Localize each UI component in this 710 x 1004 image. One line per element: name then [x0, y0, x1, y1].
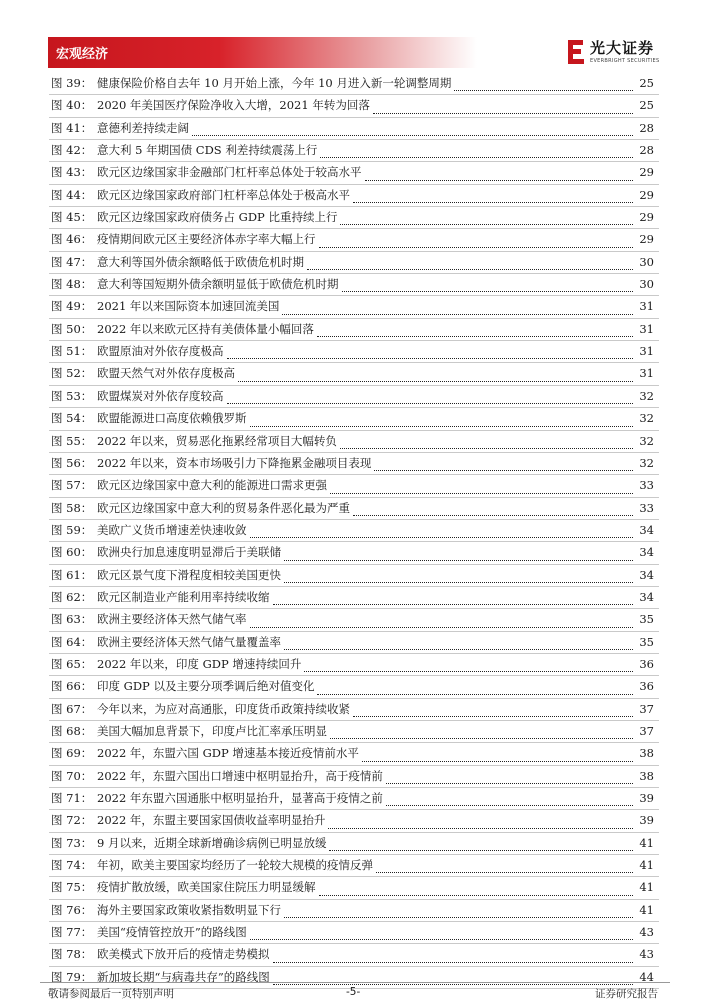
toc-dot-leader	[192, 135, 633, 136]
toc-figure-title[interactable]: 2020 年美国医疗保险净收入大增，2021 年转为回落	[97, 98, 370, 113]
toc-dot-leader	[340, 448, 633, 449]
toc-figure-number: 图 47：	[51, 254, 93, 269]
toc-figure-number: 图 64：	[51, 634, 93, 649]
footer-report-type: 证券研究报告	[595, 988, 658, 1000]
toc-figure-title[interactable]: 年初，欧美主要国家均经历了一轮较大规模的疫情反弹	[97, 858, 373, 873]
toc-figure-number: 图 61：	[51, 567, 93, 582]
toc-figure-number: 图 71：	[51, 791, 93, 805]
toc-row[interactable]	[49, 185, 659, 207]
toc-figure-title[interactable]: 意大利等国短期外债余额明显低于欧债危机时期	[97, 277, 339, 292]
toc-figure-number: 图 42：	[51, 143, 93, 158]
toc-page-number[interactable]: 31	[639, 321, 654, 336]
toc-figure-number: 图 41：	[51, 120, 93, 135]
toc-page-number[interactable]: 29	[639, 165, 654, 180]
toc-row[interactable]	[49, 73, 659, 95]
toc-figure-number: 图 58：	[51, 500, 93, 515]
toc-row[interactable]	[49, 676, 659, 698]
toc-dot-leader	[362, 761, 633, 762]
toc-figure-number: 图 44：	[51, 187, 93, 202]
toc-page-number[interactable]: 41	[639, 858, 654, 873]
toc-page-number[interactable]: 31	[639, 299, 654, 314]
footer-divider	[40, 982, 670, 983]
toc-figure-title[interactable]: 印度 GDP 以及主要分项季调后绝对值变化	[97, 679, 315, 694]
toc-page-number[interactable]: 41	[639, 880, 654, 895]
toc-page-number[interactable]: 43	[639, 925, 654, 940]
toc-figure-title[interactable]: 2022 年东盟六国通胀中枢明显抬升，显著高于疫情之前	[97, 791, 383, 805]
toc-dot-leader	[386, 805, 633, 806]
toc-row[interactable]	[49, 721, 659, 743]
toc-row[interactable]	[49, 565, 659, 587]
toc-row[interactable]	[49, 766, 659, 788]
toc-dot-leader	[376, 872, 633, 873]
toc-row[interactable]	[49, 95, 659, 117]
toc-dot-leader	[328, 828, 633, 829]
page-number: -5-	[346, 986, 361, 998]
toc-figure-title[interactable]: 2022 年，东盟主要国家国债收益率明显抬升	[97, 813, 326, 828]
toc-figure-number: 图 73：	[51, 835, 93, 850]
toc-page-number[interactable]: 34	[639, 567, 654, 582]
toc-figure-title[interactable]: 2022 年以来欧元区持有美债体量小幅回落	[97, 321, 314, 336]
toc-figure-number: 图 69：	[51, 746, 93, 761]
toc-page-number[interactable]: 31	[639, 344, 654, 359]
toc-dot-leader	[340, 224, 633, 225]
toc-dot-leader	[342, 291, 633, 292]
toc-figure-title[interactable]: 2022 年，东盟六国 GDP 增速基本接近疫情前水平	[97, 746, 359, 761]
logo-english-text: EVERBRIGHT SECURITIES	[590, 58, 660, 64]
toc-dot-leader	[282, 314, 633, 315]
toc-page-number[interactable]: 31	[639, 366, 654, 381]
toc-page-number[interactable]: 44	[639, 969, 654, 984]
toc-figure-number: 图 40：	[51, 98, 93, 113]
toc-figure-title[interactable]: 欧元区制造业产能利用率持续收缩	[97, 589, 270, 604]
toc-dot-leader	[317, 336, 633, 337]
toc-page-number[interactable]: 30	[639, 277, 654, 292]
toc-row[interactable]	[49, 363, 659, 385]
toc-figure-title[interactable]: 欧盟能源进口高度依赖俄罗斯	[97, 411, 247, 426]
toc-figure-title[interactable]: 海外主要国家政策收紧指数明显下行	[97, 902, 281, 917]
toc-row[interactable]	[49, 118, 659, 140]
toc-dot-leader	[307, 269, 633, 270]
toc-figure-title[interactable]: 欧元区边缘国家政府债务占 GDP 比重持续上行	[97, 210, 338, 225]
toc-figure-number: 图 79：	[51, 969, 93, 984]
toc-page-number[interactable]: 29	[639, 187, 654, 202]
toc-figure-number: 图 59：	[51, 522, 93, 537]
toc-row[interactable]	[49, 855, 659, 877]
toc-figure-title[interactable]: 今年以来，为应对高通胀，印度货币政策持续收紧	[97, 701, 350, 716]
section-title: 宏观经济	[56, 47, 109, 62]
toc-figure-number: 图 49：	[51, 299, 93, 314]
toc-figure-title[interactable]: 欧洲主要经济体天然气储气率	[97, 612, 247, 627]
toc-figure-title[interactable]: 意大利 5 年期国债 CDS 利差持续震荡上行	[97, 143, 318, 158]
toc-figure-title[interactable]: 2022 年以来，印度 GDP 增速持续回升	[97, 656, 302, 671]
toc-figure-title[interactable]: 欧盟天然气对外依存度极高	[97, 366, 235, 381]
toc-page-number[interactable]: 39	[639, 791, 654, 805]
toc-dot-leader	[250, 939, 633, 940]
toc-figure-title[interactable]: 欧美模式下放开后的疫情走势模拟	[97, 947, 270, 962]
toc-row[interactable]	[49, 944, 659, 966]
toc-row[interactable]	[49, 810, 659, 832]
toc-page-number[interactable]: 43	[639, 947, 654, 962]
toc-page-number[interactable]: 34	[639, 589, 654, 604]
toc-figure-title[interactable]: 2022 年以来，资本市场吸引力下降拖累金融项目表现	[97, 455, 372, 470]
figure-index-list	[49, 73, 659, 989]
toc-row[interactable]	[49, 900, 659, 922]
toc-page-number[interactable]: 28	[639, 120, 654, 135]
toc-figure-title[interactable]: 欧盟煤炭对外依存度较高	[97, 388, 224, 403]
toc-row[interactable]	[49, 319, 659, 341]
toc-dot-leader	[353, 515, 633, 516]
toc-page-number[interactable]: 35	[639, 612, 654, 627]
toc-page-number[interactable]: 39	[639, 813, 654, 828]
toc-figure-title[interactable]: 欧元区边缘国家中意大利的能源进口需求更强	[97, 478, 327, 493]
toc-dot-leader	[329, 850, 633, 851]
toc-dot-leader	[284, 582, 633, 583]
toc-page-number[interactable]: 25	[639, 98, 654, 113]
toc-row[interactable]	[49, 252, 659, 274]
toc-dot-leader	[386, 783, 633, 784]
toc-figure-title[interactable]: 欧元区景气度下滑程度相较美国更快	[97, 567, 281, 582]
toc-dot-leader	[273, 984, 633, 985]
toc-page-number[interactable]: 38	[639, 746, 654, 761]
toc-figure-number: 图 45：	[51, 210, 93, 225]
toc-figure-title[interactable]: 欧元区边缘国家政府部门杠杆率总体处于极高水平	[97, 187, 350, 202]
toc-dot-leader	[284, 917, 633, 918]
toc-figure-number: 图 63：	[51, 612, 93, 627]
toc-figure-number: 图 39：	[51, 76, 93, 90]
toc-row[interactable]	[49, 833, 659, 855]
toc-row[interactable]	[49, 788, 659, 810]
toc-figure-title[interactable]: 欧洲央行加息速度明显滞后于美联储	[97, 545, 281, 560]
toc-figure-title[interactable]: 健康保险价格自去年 10 月开始上涨，今年 10 月进入新一轮调整周期	[97, 76, 452, 90]
toc-figure-number: 图 68：	[51, 723, 93, 738]
toc-figure-title[interactable]: 疫情扩散放缓，欧美国家住院压力明显缓解	[97, 880, 316, 895]
toc-page-number[interactable]: 25	[639, 76, 654, 90]
toc-figure-number: 图 65：	[51, 656, 93, 671]
toc-page-number[interactable]: 37	[639, 701, 654, 716]
toc-page-number[interactable]: 35	[639, 634, 654, 649]
everbright-logo-icon	[565, 38, 587, 66]
toc-figure-title[interactable]: 新加坡长期“与病毒共存”的路线图	[97, 969, 270, 984]
toc-figure-title[interactable]: 欧盟原油对外依存度极高	[97, 344, 224, 359]
toc-page-number[interactable]: 37	[639, 723, 654, 738]
toc-figure-number: 图 57：	[51, 478, 93, 493]
toc-page-number[interactable]: 29	[639, 232, 654, 247]
toc-figure-number: 图 75：	[51, 880, 93, 895]
toc-figure-title[interactable]: 美国“疫情管控放开”的路线图	[97, 925, 247, 940]
toc-row[interactable]	[49, 475, 659, 497]
toc-dot-leader	[273, 962, 633, 963]
toc-dot-leader	[319, 247, 633, 248]
toc-figure-number: 图 46：	[51, 232, 93, 247]
toc-row[interactable]	[49, 431, 659, 453]
toc-figure-title[interactable]: 欧元区边缘国家中意大利的贸易条件恶化最为严重	[97, 500, 350, 515]
toc-dot-leader	[319, 895, 633, 896]
toc-page-number[interactable]: 34	[639, 522, 654, 537]
toc-dot-leader	[250, 627, 633, 628]
toc-figure-title[interactable]: 9 月以来，近期全球新增确诊病例已明显放缓	[97, 835, 327, 850]
toc-row[interactable]	[49, 207, 659, 229]
toc-page-number[interactable]: 30	[639, 254, 654, 269]
toc-figure-number: 图 48：	[51, 277, 93, 292]
toc-row[interactable]	[49, 654, 659, 676]
toc-dot-leader	[330, 738, 633, 739]
toc-dot-leader	[330, 493, 633, 494]
toc-dot-leader	[304, 671, 633, 672]
toc-figure-title[interactable]: 2022 年，东盟六国出口增速中枢明显抬升，高于疫情前	[97, 768, 383, 783]
toc-page-number[interactable]: 41	[639, 835, 654, 850]
toc-row[interactable]	[49, 408, 659, 430]
toc-dot-leader	[454, 90, 633, 91]
toc-page-number[interactable]: 36	[639, 656, 654, 671]
toc-dot-leader	[365, 180, 633, 181]
toc-figure-number: 图 66：	[51, 679, 93, 694]
toc-row[interactable]	[49, 922, 659, 944]
section-header-bar	[48, 37, 477, 68]
company-logo	[565, 36, 665, 70]
toc-figure-number: 图 62：	[51, 589, 93, 604]
toc-dot-leader	[250, 426, 633, 427]
toc-figure-title[interactable]: 疫情期间欧元区主要经济体赤字率大幅上行	[97, 232, 316, 247]
toc-row[interactable]	[49, 229, 659, 251]
toc-page-number[interactable]: 32	[639, 433, 654, 448]
toc-dot-leader	[250, 537, 633, 538]
toc-page-number[interactable]: 32	[639, 388, 654, 403]
toc-dot-leader	[320, 157, 633, 158]
toc-page-number[interactable]: 32	[639, 411, 654, 426]
toc-row[interactable]	[49, 453, 659, 475]
toc-figure-number: 图 78：	[51, 947, 93, 962]
footer-disclaimer: 敬请参阅最后一页特别声明	[48, 988, 174, 1000]
toc-page-number[interactable]: 32	[639, 455, 654, 470]
toc-figure-number: 图 77：	[51, 925, 93, 940]
toc-row[interactable]	[49, 542, 659, 564]
toc-row[interactable]	[49, 162, 659, 184]
toc-row[interactable]	[49, 609, 659, 631]
toc-figure-number: 图 56：	[51, 455, 93, 470]
toc-page-number[interactable]: 28	[639, 143, 654, 158]
toc-page-number[interactable]: 41	[639, 902, 654, 917]
toc-figure-number: 图 53：	[51, 388, 93, 403]
toc-figure-title[interactable]: 意大利等国外债余额略低于欧债危机时期	[97, 254, 304, 269]
toc-figure-title[interactable]: 2022 年以来，贸易恶化拖累经常项目大幅转负	[97, 433, 337, 448]
toc-dot-leader	[227, 403, 633, 404]
toc-dot-leader	[284, 649, 633, 650]
toc-figure-number: 图 43：	[51, 165, 93, 180]
toc-row[interactable]	[49, 877, 659, 899]
toc-page-number[interactable]: 33	[639, 478, 654, 493]
toc-row[interactable]	[49, 341, 659, 363]
toc-figure-title[interactable]: 欧洲主要经济体天然气储气量覆盖率	[97, 634, 281, 649]
toc-figure-number: 图 55：	[51, 433, 93, 448]
toc-dot-leader	[284, 560, 633, 561]
toc-figure-title[interactable]: 美欧广义货币增速差快速收敛	[97, 522, 247, 537]
logo-chinese-text: 光大证券	[590, 39, 655, 57]
toc-row[interactable]	[49, 520, 659, 542]
toc-page-number[interactable]: 33	[639, 500, 654, 515]
toc-dot-leader	[353, 716, 633, 717]
toc-dot-leader	[238, 381, 633, 382]
toc-figure-number: 图 74：	[51, 858, 93, 873]
toc-row[interactable]	[49, 743, 659, 765]
toc-dot-leader	[374, 470, 633, 471]
toc-row[interactable]	[49, 296, 659, 318]
toc-dot-leader	[317, 694, 633, 695]
toc-figure-number: 图 51：	[51, 344, 93, 359]
toc-page-number[interactable]: 38	[639, 768, 654, 783]
toc-row[interactable]	[49, 632, 659, 654]
toc-row[interactable]	[49, 274, 659, 296]
toc-dot-leader	[273, 604, 633, 605]
toc-row[interactable]	[49, 386, 659, 408]
toc-figure-number: 图 76：	[51, 902, 93, 917]
toc-figure-number: 图 60：	[51, 545, 93, 560]
toc-row[interactable]	[49, 699, 659, 721]
toc-figure-title[interactable]: 美国大幅加息背景下，印度卢比汇率承压明显	[97, 723, 327, 738]
toc-page-number[interactable]: 36	[639, 679, 654, 694]
toc-figure-number: 图 70：	[51, 768, 93, 783]
toc-figure-number: 图 54：	[51, 411, 93, 426]
toc-figure-number: 图 67：	[51, 701, 93, 716]
toc-figure-number: 图 72：	[51, 813, 93, 828]
toc-page-number[interactable]: 29	[639, 210, 654, 225]
toc-figure-title[interactable]: 意德利差持续走阔	[97, 120, 189, 135]
toc-row[interactable]	[49, 587, 659, 609]
toc-page-number[interactable]: 34	[639, 545, 654, 560]
toc-figure-title[interactable]: 欧元区边缘国家非金融部门杠杆率总体处于较高水平	[97, 165, 362, 180]
toc-figure-number: 图 52：	[51, 366, 93, 381]
toc-dot-leader	[353, 202, 633, 203]
toc-row[interactable]	[49, 140, 659, 162]
toc-figure-number: 图 50：	[51, 321, 93, 336]
toc-figure-title[interactable]: 2021 年以来国际资本加速回流美国	[97, 299, 280, 314]
toc-dot-leader	[373, 113, 633, 114]
toc-row[interactable]	[49, 498, 659, 520]
toc-dot-leader	[227, 358, 633, 359]
